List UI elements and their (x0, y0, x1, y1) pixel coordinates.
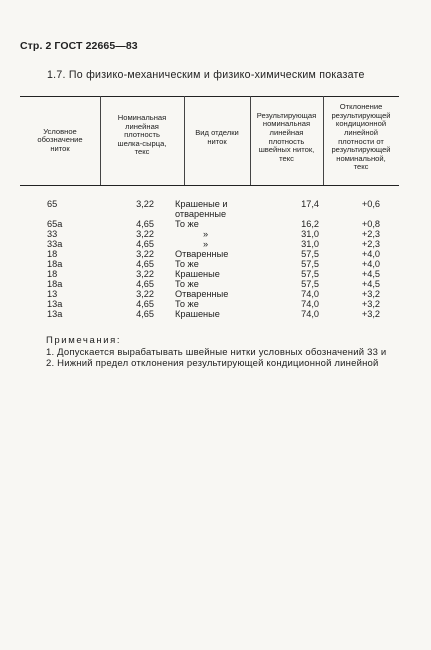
column-header-line: результирующей (331, 110, 391, 120)
table-row (20, 299, 399, 309)
notes-section (46, 335, 386, 369)
finish-cell: То же (175, 219, 199, 229)
resulting-density-cell: 31,0 (301, 229, 319, 239)
designation-cell: 33 (47, 229, 58, 239)
designation-cell: 65а (47, 219, 63, 229)
column-header-line: швейных ниток, (258, 145, 315, 155)
designation-cell: 13а (47, 299, 63, 309)
column-header-line: Вид отделки (195, 127, 239, 137)
designation-cell: 18а (47, 259, 63, 269)
deviation-cell: +3,2 (361, 299, 380, 309)
finish-cell: То же (175, 279, 199, 289)
column-header-line: Отклонение (339, 102, 383, 112)
section-title: 1.7. По физико-механическим и физико-химическим показате (47, 69, 365, 81)
finish-cell: Крашеные (175, 269, 220, 279)
finish-cell: отваренные (175, 209, 227, 219)
finish-cell: Отваренные (175, 249, 229, 259)
table-row (20, 219, 399, 229)
table-row (20, 279, 399, 289)
column-header-line: обозначение (37, 135, 83, 145)
designation-cell: 18а (47, 279, 63, 289)
column-header-line: результирующей (331, 145, 391, 155)
table-row (20, 239, 399, 249)
resulting-density-cell: 74,0 (301, 309, 319, 319)
column-header-line: ниток (207, 136, 227, 146)
column-header-line: линейной (343, 127, 378, 137)
column-header-line: кондиционной (335, 119, 387, 129)
table-row (20, 209, 399, 219)
table-row (20, 259, 399, 269)
deviation-cell: +0,6 (361, 199, 380, 209)
designation-cell: 13 (47, 289, 58, 299)
finish-cell: То же (175, 299, 199, 309)
column-header-line: текс (134, 147, 150, 157)
column-header-line: Результирующая (256, 110, 317, 120)
column-header-line: номинальной, (336, 153, 386, 163)
deviation-cell: +0,8 (361, 219, 380, 229)
finish-cell: » (203, 229, 209, 239)
resulting-density-cell: 57,5 (301, 279, 319, 289)
note-item: 2. Нижний предел отклонения результирующей кондиционной линейной (46, 358, 379, 369)
resulting-density-cell: 57,5 (301, 249, 319, 259)
column-header-resulting-density (250, 96, 323, 185)
column-header-line: Условное (43, 126, 77, 136)
column-header-line: номинальная (262, 119, 311, 129)
table-row (20, 249, 399, 259)
deviation-cell: +4,0 (361, 259, 380, 269)
column-header-line: плотности от (338, 136, 384, 146)
resulting-density-cell: 74,0 (301, 289, 319, 299)
resulting-density-cell: 17,4 (301, 199, 319, 209)
resulting-density-cell: 31,0 (301, 239, 319, 249)
finish-cell: Крашеные (175, 309, 220, 319)
table-row (20, 269, 399, 279)
column-header-line: шелка-сырца, (117, 138, 167, 148)
column-header-line: текс (279, 153, 294, 163)
finish-cell: Отваренные (175, 289, 229, 299)
resulting-density-cell: 57,5 (301, 269, 319, 279)
nominal-density-cell: 4,65 (136, 239, 154, 249)
notes-title: Примечания: (46, 335, 122, 346)
deviation-cell: +4,5 (361, 269, 380, 279)
nominal-density-cell: 4,65 (136, 259, 154, 269)
column-header-line: линейная (125, 121, 159, 131)
deviation-cell: +3,2 (361, 309, 380, 319)
finish-cell: То же (175, 259, 199, 269)
nominal-density-cell: 4,65 (136, 299, 154, 309)
designation-cell: 13а (47, 309, 63, 319)
designation-cell: 18 (47, 269, 58, 279)
table-header-rule (20, 185, 399, 186)
column-header-finish-type (184, 96, 250, 185)
deviation-cell: +4,0 (361, 249, 380, 259)
nominal-density-cell: 3,22 (136, 269, 154, 279)
resulting-density-cell: 74,0 (301, 299, 319, 309)
designation-cell: 33а (47, 239, 63, 249)
table-row (20, 309, 399, 319)
column-header-line: линейная (269, 127, 304, 137)
deviation-cell: +2,3 (361, 239, 380, 249)
column-header-line: ниток (50, 143, 70, 153)
designation-cell: 65 (47, 199, 58, 209)
designation-cell: 18 (47, 249, 58, 259)
column-header-nominal-density (100, 96, 184, 185)
column-header-line: Номинальная (117, 113, 167, 123)
deviation-cell: +4,5 (361, 279, 380, 289)
table-row (20, 229, 399, 239)
deviation-cell: +3,2 (361, 289, 380, 299)
note-item: 1. Допускается вырабатывать швейные нитки условных обозначений 33 и (46, 347, 387, 358)
column-header-line: плотность (268, 136, 305, 146)
nominal-density-cell: 3,22 (136, 199, 154, 209)
resulting-density-cell: 16,2 (301, 219, 319, 229)
column-header-deviation (323, 96, 399, 185)
nominal-density-cell: 3,22 (136, 249, 154, 259)
column-header-designation (20, 96, 100, 185)
finish-cell: Крашеные и (175, 199, 228, 209)
nominal-density-cell: 4,65 (136, 219, 154, 229)
resulting-density-cell: 57,5 (301, 259, 319, 269)
column-header-line: плотность (124, 130, 160, 140)
nominal-density-cell: 4,65 (136, 309, 154, 319)
deviation-cell: +2,3 (361, 229, 380, 239)
page-header: Стр. 2 ГОСТ 22665—83 (20, 40, 138, 52)
nominal-density-cell: 3,22 (136, 289, 154, 299)
finish-cell: » (203, 239, 209, 249)
nominal-density-cell: 4,65 (136, 279, 154, 289)
column-header-line: текс (353, 162, 369, 172)
table-row (20, 199, 399, 209)
table-row (20, 289, 399, 299)
nominal-density-cell: 3,22 (136, 229, 154, 239)
